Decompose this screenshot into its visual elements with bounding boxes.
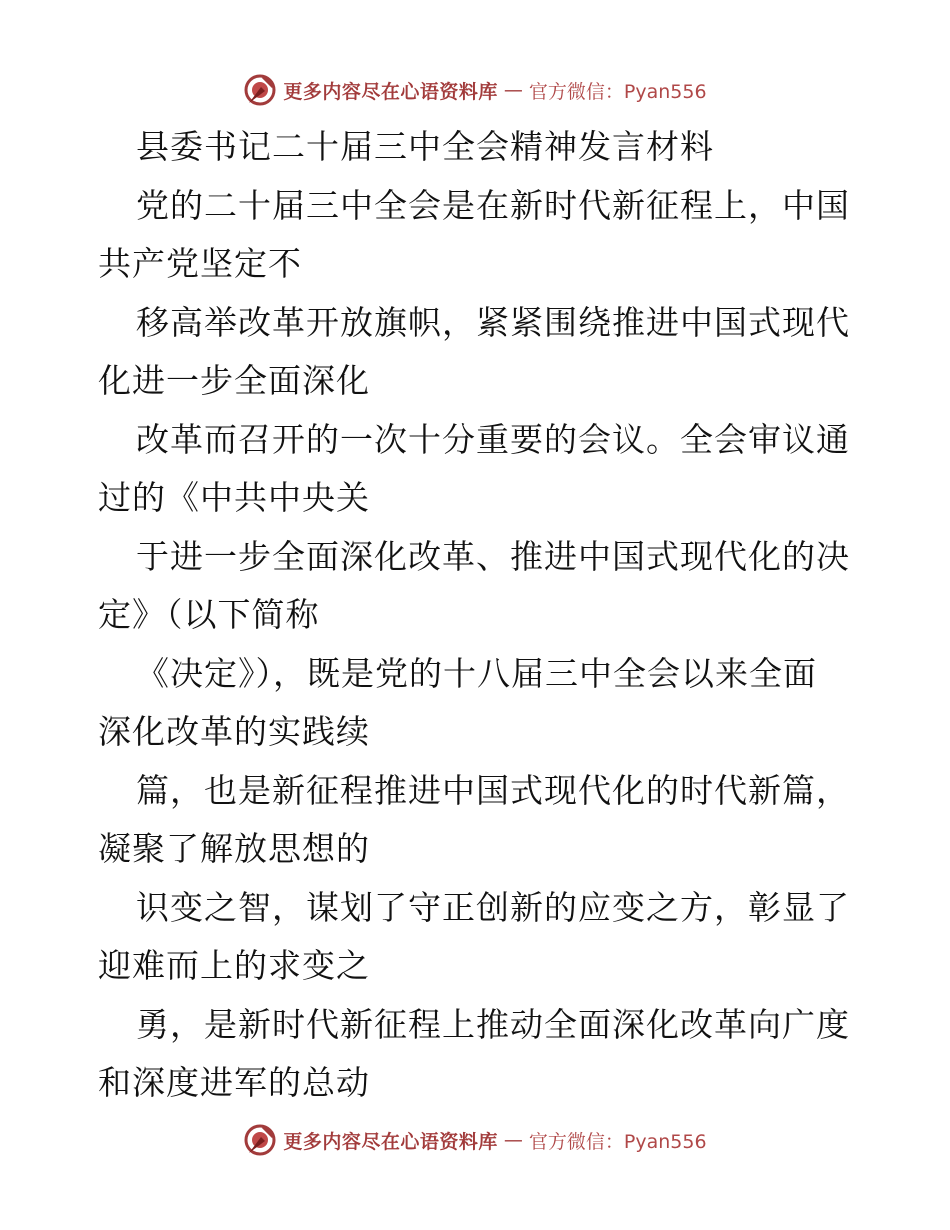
text-line: 共产党坚定不: [98, 244, 302, 283]
document-title: 县委书记二十届三中全会精神发言材料: [136, 127, 714, 166]
text-line: 党的二十届三中全会是在新时代新征程上，中国: [136, 185, 850, 225]
text-line: 改革而召开的一次十分重要的会议。全会审议通: [136, 419, 850, 459]
header-banner-separator: —: [503, 79, 523, 101]
footer-banner: [0, 1118, 950, 1162]
footer-banner-wechat: 官方微信：Pyan556: [528, 1130, 707, 1153]
footer-banner-text: 更多内容尽在心语资料库: [283, 1130, 498, 1153]
text-line: 《决定》），既是党的十八届三中全会以来全面: [136, 653, 817, 693]
text-line: 化进一步全面深化: [98, 361, 370, 400]
text-line: 迎难而上的求变之: [98, 946, 370, 985]
pen-logo-icon: [243, 73, 277, 107]
text-line: 深化改革的实践续: [98, 712, 370, 751]
footer-banner-separator: —: [503, 1129, 523, 1151]
pen-logo-icon: [243, 1123, 277, 1157]
document-body: [98, 118, 858, 1113]
text-line: 和深度进军的总动: [98, 1063, 370, 1102]
text-line: 于进一步全面深化改革、推进中国式现代化的决: [136, 536, 850, 576]
text-line: 识变之智，谋划了守正创新的应变之方，彰显了: [136, 887, 850, 927]
text-line: 篇，也是新征程推进中国式现代化的时代新篇，: [136, 770, 850, 810]
text-line: 移高举改革开放旗帜，紧紧围绕推进中国式现代: [136, 302, 850, 342]
header-banner-text: 更多内容尽在心语资料库: [283, 80, 498, 103]
header-banner: [0, 68, 950, 112]
header-banner-wechat: 官方微信：Pyan556: [528, 80, 707, 103]
text-line: 勇，是新时代新征程上推动全面深化改革向广度: [136, 1004, 850, 1044]
text-line: 凝聚了解放思想的: [98, 829, 370, 868]
text-line: 定》（以下简称: [98, 595, 320, 634]
text-line: 过的《中共中央关: [98, 478, 370, 517]
